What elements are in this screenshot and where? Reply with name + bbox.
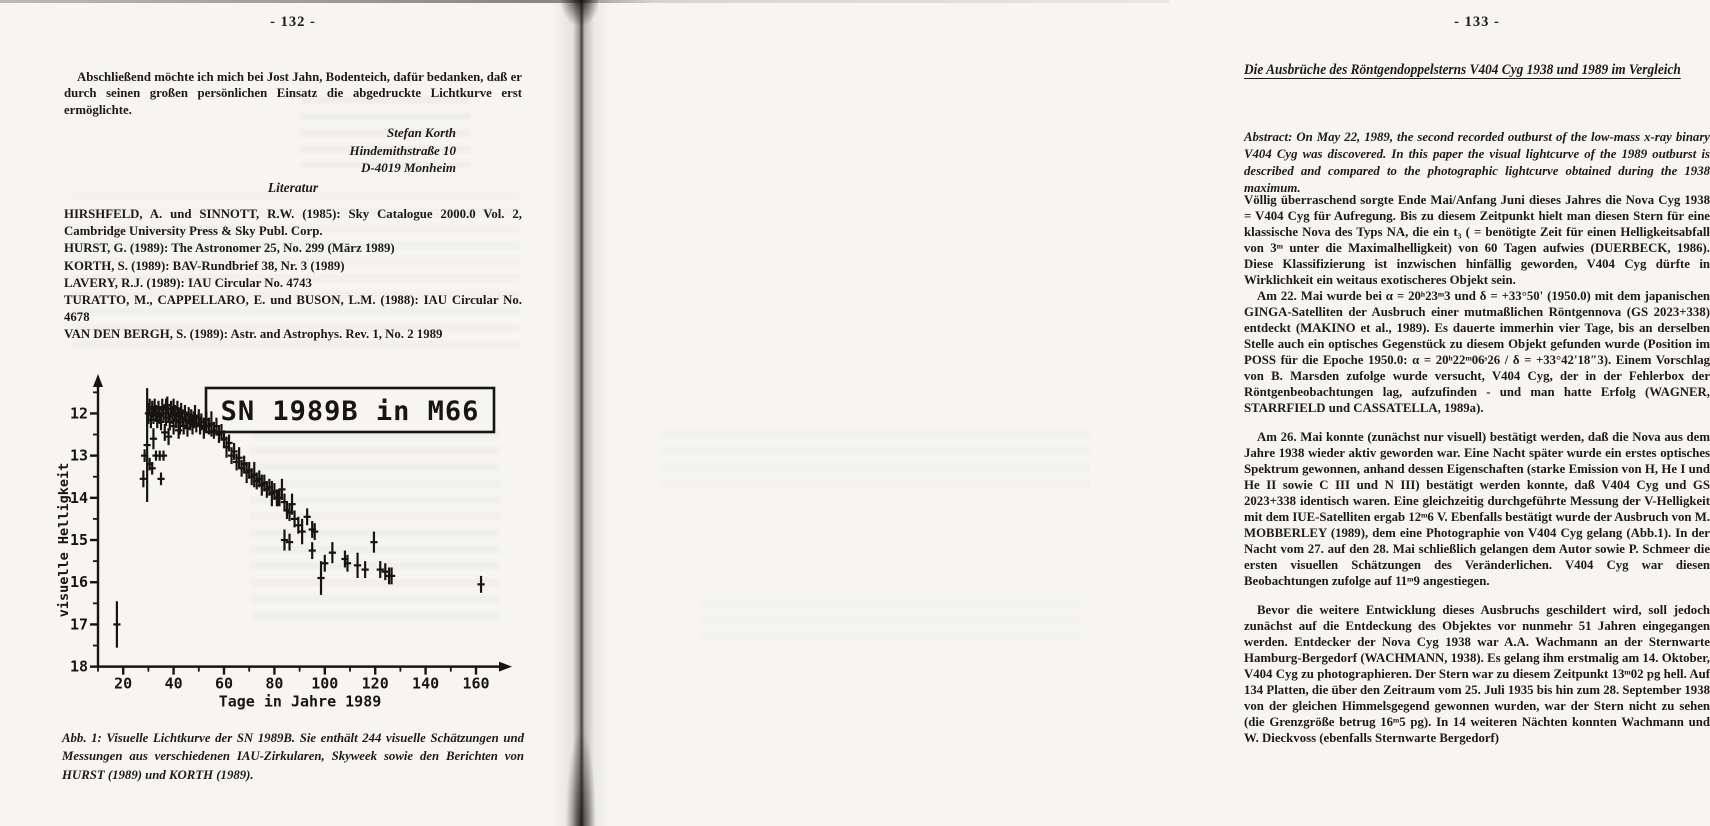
body-paragraph: Am 26. Mai konnte (zunächst nur visuell) bestätigt werden, daß die Nova aus dem Jahre 1938 wieder aktiv geworden war. Eine Nacht später wurde ein erstes optisches Spektrum gewonnen, anhand dessen Eigenschaften (starke Emission von H, He I und He II sowie C III und N III) bestätigt werden konnte, daß V404 Cyg und GS 2023+338 identisch waren. Eine gleichzeitig durchgeführte Messung der V-Helligkeit mit dem IUE-Satelliten ergab 12ᵐ6 V. Ebenfalls bestätigt wurde der Ausbruch von M. MOBBERLEY (1989), dem eine Photographie von V404 Cyg gelang (Abb.1). In der Nacht vom 27. auf den 28. Mai schließlich gelangen dem Autor sowie P. Schmeer die ersten visuellen Schätzungen des Veränderlichen. V404 Cyg war diesen Beobachtungen zufolge auf 11ᵐ9 angestiegen. <box>1244 430 1710 588</box>
svg-text:12: 12 <box>69 404 88 423</box>
author-signature-block <box>64 124 456 177</box>
svg-text:16: 16 <box>69 573 88 592</box>
svg-text:140: 140 <box>412 674 440 693</box>
svg-text:20: 20 <box>114 674 133 693</box>
page-number-132: - 132 - <box>270 14 316 30</box>
svg-text:80: 80 <box>265 674 284 693</box>
chart-title-box <box>206 388 494 432</box>
book-spine-shadow <box>552 0 610 826</box>
abstract-paragraph: Abstract: On May 22, 1989, the second recorded outburst of the low-mass x-ray binary V404 Cyg was discovered. In this paper the visual lightcurve of the 1989 outburst is described and compared to the photographic lightcurve obtained during the 1938 maximum. <box>1244 129 1710 195</box>
lightcurve-figure <box>56 372 518 716</box>
body-paragraph: Bevor die weitere Entwicklung dieses Ausbruchs geschildert wird, soll jedoch zunächst auf die Entdeckung des Objektes vor nunmehr 51 Jahren eingegangen werden. Entdecker der Nova Cyg 1938 war A.A. Wachmann an der Sternwarte Hamburg-Bergedorf (WACHMANN, 1938). Es gelang ihm erstmalig am 14. Oktober, V404 Cyg zu photographieren. Der Stern war zu diesem Zeitpunkt 13ᵐ02 pg hell. Auf 134 Platten, die über den Zeitraum vom 25. Juli 1935 bis hin zum 28. September 1938 von der gleichen Himmelsgegend gewonnen wurden, war der Stern nicht zu sehen (die Grenzgröße betrug 16ᵐ5 pg). In 14 weiteren Nächten konnten Wachmann und W. Dieckvoss (ebenfalls Sternwarte Bergedorf) <box>1244 603 1710 745</box>
page-133 <box>604 0 1710 826</box>
acknowledgement-paragraph: Abschließend möchte ich mich bei Jost Jahn, Bodenteich, dafür bedanken, daß er durch seinen großen persönlichen Einsatz die abgedruckte Lichtkurve erst ermöglichte. <box>64 69 522 117</box>
svg-text:60: 60 <box>214 674 234 693</box>
reference-list <box>64 206 522 344</box>
svg-text:120: 120 <box>361 674 389 693</box>
svg-text:15: 15 <box>69 531 88 550</box>
svg-text:160: 160 <box>462 674 490 693</box>
x-axis-label: Tage in Jahre 1989 <box>218 692 382 711</box>
book-spine-shadow-bottom <box>566 730 596 826</box>
article-title: Die Ausbrüche des Röntgendoppelsterns V404 Cyg 1938 und 1989 im Vergleich <box>1244 62 1681 78</box>
body-paragraph: Am 22. Mai wurde bei α = 20ʰ23ᵐ3 und δ = +33°50' (1950.0) mit dem japanischen GINGA-Satelliten der Ausbruch einer mutmaßlichen Röntgennova (GS 2023+338) entdeckt (MAKINO et al., 1989). Es dauerte immerhin vier Tage, bis an derselben Stelle auch ein optisches Gegenstück zu diesem Objekt gefunden wurde (Position im POSS für die Epoche 1950.0: α = 20ʰ22ᵐ06ˢ26 / δ = +33°42'18″3). Einem Vorschlag von B. Marsden zufolge wurde versucht, V404 Cyg, der in der Fehlerbox der Röntgenbeobachtungen lag, aufzufinden - und man hatte Erfolg (WAGNER, STARRFIELD und CASSATELLA, 1989a). <box>1244 289 1710 415</box>
author-city: D-4019 Monheim <box>361 160 456 175</box>
article-body <box>1244 192 1710 746</box>
figure-caption: Abb. 1: Visuelle Lichtkurve der SN 1989B. Sie enthält 244 visuelle Schätzungen und Messungen aus verschiedenen IAU-Zirkularen, Skyweek sowie den Berichten von HURST (1989) und KORTH (1989). <box>62 730 524 782</box>
svg-text:14: 14 <box>69 488 88 507</box>
book-spine-shadow-top <box>558 0 598 28</box>
svg-text:100: 100 <box>311 674 339 693</box>
svg-text:18: 18 <box>69 657 88 676</box>
body-paragraph: Völlig überraschend sorgte Ende Mai/Anfang Juni dieses Jahres die Nova Cyg 1938 = V404 Cyg für Aufregung. Bis zu diesem Zeitpunkt hielt man diesen Stern für eine klassische Nova des Typs NA, die ein t₃ ( = benötigte Zeit für einen Helligkeitsabfall von 3ᵐ unter die Maximalhelligkeit) von 60 Tagen aufwies (DUERBECK, 1986). Diese Klassifizierung ist inzwischen hinfällig geworden, V404 Cyg dürfte in Wirklichkeit ein weitaus exotischeres Objekt sein. <box>1244 193 1710 287</box>
author-name: Stefan Korth <box>387 125 456 140</box>
svg-text:13: 13 <box>69 446 88 465</box>
reference-entry: LAVERY, R.J. (1989): IAU Circular No. 4743 <box>64 275 312 290</box>
reference-entry: KORTH, S. (1989): BAV-Rundbrief 38, Nr. 3 (1989) <box>64 258 345 273</box>
y-axis-label: visuelle Helligkeit <box>56 462 72 618</box>
reference-entry: TURATTO, M., CAPPELLARO, E. und BUSON, L.M. (1988): IAU Circular No. 4678 <box>64 293 522 325</box>
data-points <box>113 388 484 648</box>
page-132 <box>0 0 556 826</box>
chart-title: SN 1989B in M66 <box>220 396 480 427</box>
reference-entry: VAN DEN BERGH, S. (1989): Astr. and Astrophys. Rev. 1, No. 2 1989 <box>64 327 443 342</box>
page-number-133: - 133 - <box>1454 14 1500 30</box>
svg-text:40: 40 <box>164 674 183 693</box>
svg-text:17: 17 <box>69 615 88 634</box>
reference-entry: HIRSHFELD, A. und SINNOTT, R.W. (1985): Sky Catalogue 2000.0 Vol. 2, Cambridge University Press & Sky Publ. Corp. <box>64 207 522 239</box>
lightcurve-chart-svg <box>56 372 518 716</box>
literature-heading: Literatur <box>267 180 319 195</box>
author-street: Hindemithstraße 10 <box>349 142 456 158</box>
reference-entry: HURST, G. (1989): The Astronomer 25, No. 299 (März 1989) <box>64 241 395 256</box>
